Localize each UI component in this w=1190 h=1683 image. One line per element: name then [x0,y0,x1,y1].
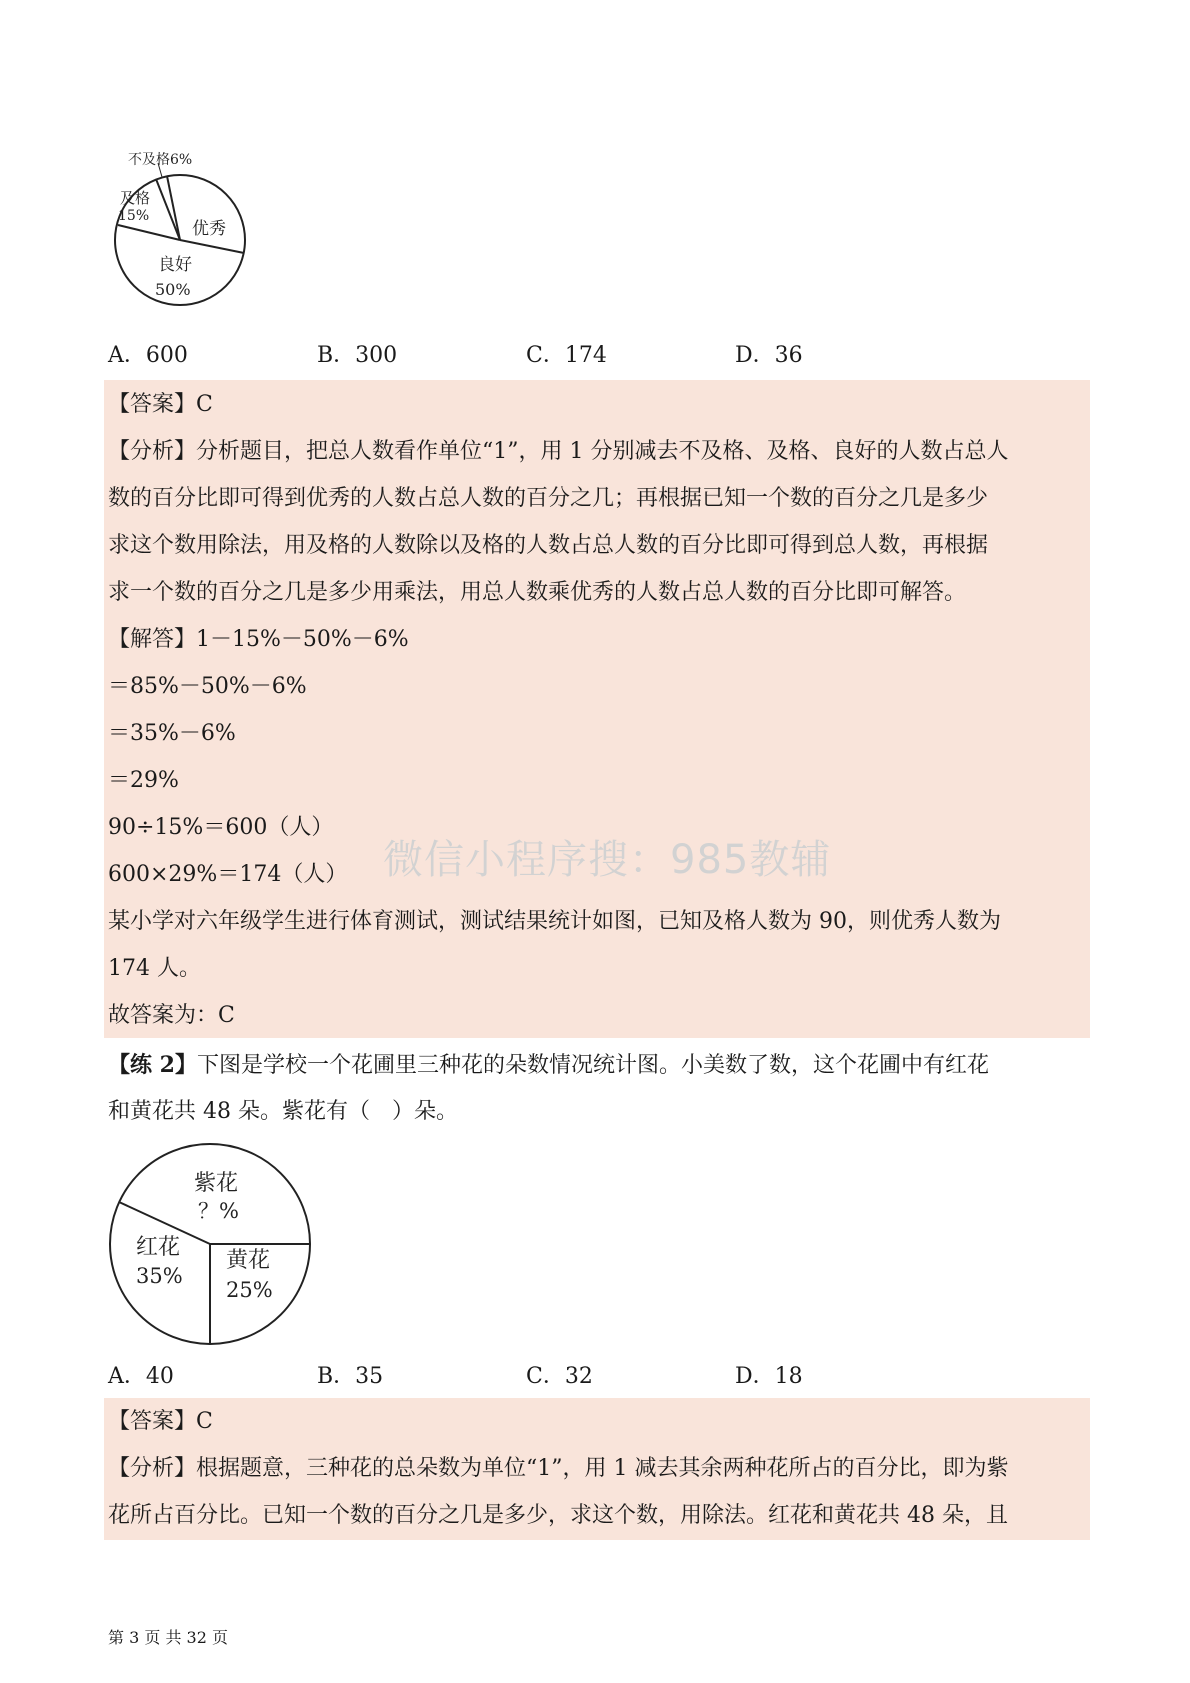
pie1-label-fail: 不及格6% [128,152,193,168]
pie1-label-pass-name: 及格 [120,189,151,207]
q2-option-c: C．32 [526,1364,593,1389]
pie2-label-yellow-name: 黄花 [226,1248,271,1273]
pie2-label-purple-pct: ？% [198,1199,239,1223]
pie1-divider-fail-top [167,176,180,240]
pie1-label-good-name: 良好 [158,255,192,275]
q2-stem-line-1 [108,1050,989,1081]
q2-analysis-line-1: 【分析】根据题意，三种花的总朵数为单位“1”，用 1 减去其余两种花所占的百分比，即为紫 [108,1456,1009,1481]
q1-solution-line-6: 600×29%＝174（人） [108,862,348,887]
q1-solution-line-2: ＝85%－50%－6% [108,674,307,699]
pie1-label-pass-pct: 15% [118,208,150,224]
pie2-label-red-name: 红花 [136,1235,181,1260]
q1-option-b: B．300 [317,343,398,368]
q2-option-b: B．35 [317,1364,384,1389]
q2-option-a: A．40 [108,1364,174,1389]
pie-chart-flowers [100,1140,320,1350]
q1-solution-line-3: ＝35%－6% [108,721,236,746]
q2-option-d: D．18 [735,1364,803,1389]
q2-stem-text-1: 下图是学校一个花圃里三种花的朵数情况统计图。小美数了数，这个花圃中有红花 [196,1053,989,1078]
q1-solution-line-5: 90÷15%＝600（人） [108,815,334,840]
q1-analysis-line-2: 数的百分比即可得到优秀的人数占总人数的百分之几；再根据已知一个数的百分之几是多少 [108,486,989,511]
q1-option-c: C．174 [526,343,607,368]
q1-answer: 【答案】C [108,392,213,417]
q1-solution-line-4: ＝29% [108,768,179,793]
q2-tag: 【练 2】 [108,1052,197,1078]
pie-chart-sports-test [100,150,260,320]
q1-summary-line-2: 174 人。 [108,956,201,981]
q1-solution-line-1: 【解答】1－15%－50%－6% [108,627,409,652]
pie2-label-red-pct: 35% [136,1264,183,1288]
q1-option-d: D．36 [735,343,803,368]
q1-summary-line-1: 某小学对六年级学生进行体育测试，测试结果统计如图，已知及格人数为 90，则优秀人数为 [108,909,1001,934]
q1-option-a: A．600 [108,343,188,368]
pie1-label-good-pct: 50% [155,280,191,299]
q1-conclusion: 故答案为：C [108,1003,235,1028]
pie1-divider-good-excellent [180,240,244,253]
watermark: 微信小程序搜：985教辅 [383,837,832,883]
q1-analysis-line-3: 求这个数用除法，用及格的人数除以及格的人数占总人数的百分比即可得到总人数，再根据 [108,533,989,558]
q2-stem-line-2: 和黄花共 48 朵。紫花有（ ）朵。 [108,1099,458,1124]
pie1-divider-pass-fail [156,179,180,240]
pie2-label-yellow-pct: 25% [226,1278,273,1302]
pie1-label-excellent: 优秀 [192,219,226,239]
pie2-label-purple-name: 紫花 [194,1171,239,1196]
q2-answer: 【答案】C [108,1409,213,1434]
q1-analysis-line-1: 【分析】分析题目，把总人数看作单位“1”，用 1 分别减去不及格、及格、良好的人数占总人 [108,439,1009,464]
q2-analysis-line-2: 花所占百分比。已知一个数的百分之几是多少，求这个数，用除法。红花和黄花共 48 朵，且 [108,1503,1008,1528]
q1-answer-box [104,380,1090,1038]
pie1-divider-pass-good [118,225,180,240]
page-footer: 第 3 页 共 32 页 [108,1628,228,1647]
q1-analysis-line-4: 求一个数的百分之几是多少用乘法，用总人数乘优秀的人数占总人数的百分比即可解答。 [108,580,967,605]
